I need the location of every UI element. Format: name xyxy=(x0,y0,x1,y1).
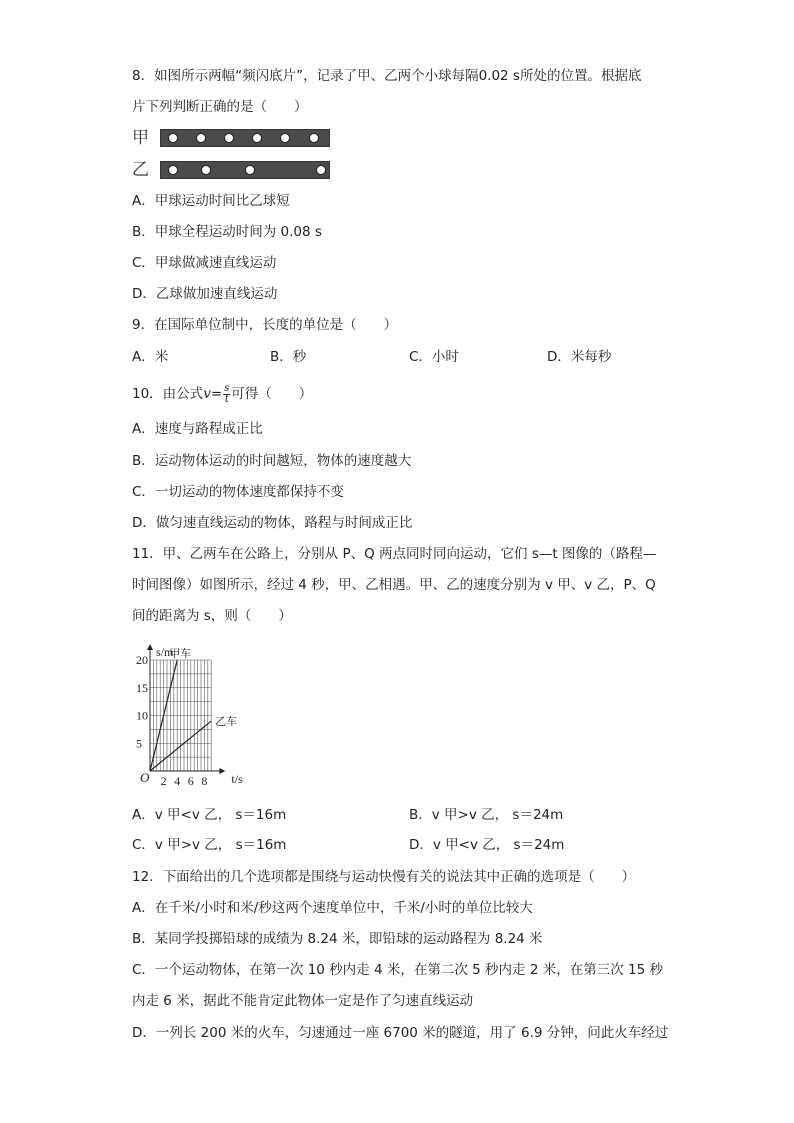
q8-stem-line1: 8．如图所示两幅“频闪底片”，记录了甲、乙两个小球每隔0.02 s所处的位置。根据底 xyxy=(132,68,642,84)
formula-numerator: s xyxy=(224,382,230,394)
q11-option-c: C．v 甲>v 乙， s＝16m xyxy=(132,837,287,853)
q8-option-a: A．甲球运动时间比乙球短 xyxy=(132,193,290,209)
q8-option-b: B．甲球全程运动时间为 0.08 s xyxy=(132,224,322,240)
formula-v: v xyxy=(203,386,211,402)
ball xyxy=(201,165,211,175)
x-tick-label: 2 xyxy=(160,774,167,788)
q12-option-a: A．在千米/小时和米/秒这两个速度单位中，千米/小时的单位比较大 xyxy=(132,900,533,916)
q11-option-a: A．v 甲<v 乙， s＝16m xyxy=(132,807,287,823)
ball xyxy=(280,133,290,143)
q10-stem xyxy=(132,382,312,406)
q8-stem-line2: 片下列判断正确的是（ ） xyxy=(132,99,308,115)
strip-label-jia: 甲 xyxy=(132,128,149,148)
q9-option-a: A．米 xyxy=(132,349,169,365)
ball xyxy=(168,165,178,175)
q8-option-c: C．甲球做减速直线运动 xyxy=(132,255,277,271)
q9-stem: 9．在国际单位制中，长度的单位是（ ） xyxy=(132,317,398,333)
q12-option-c-line1: C．一个运动物体，在第一次 10 秒内走 4 米，在第二次 5 秒内走 2 米，在第三次 15 秒 xyxy=(132,962,663,978)
y-tick-label: 5 xyxy=(136,736,142,751)
q11-option-d: D．v 甲<v 乙， s＝24m xyxy=(409,837,565,853)
x-axis-label: t/s xyxy=(231,772,243,786)
ball xyxy=(309,133,319,143)
formula-denominator: t xyxy=(224,393,229,405)
q10-option-b: B．运动物体运动的时间越短，物体的速度越大 xyxy=(132,453,412,469)
series-label-2: 乙车 xyxy=(215,715,238,729)
y-tick-label: 15 xyxy=(136,680,148,695)
strip-label-yi: 乙 xyxy=(132,160,149,180)
q12-option-c-line2: 内走 6 米，据此不能肯定此物体一定是作了匀速直线运动 xyxy=(132,993,474,1009)
q10-suffix: 可得（ ） xyxy=(231,386,313,402)
y-tick-label: 10 xyxy=(136,708,148,723)
q10-prefix: 10．由公式 xyxy=(132,386,204,402)
x-tick-label: 6 xyxy=(187,774,194,788)
q12-option-d: D．一列长 200 米的火车，匀速通过一座 6700 米的隧道，用了 6.9 分钟，问此火车经过 xyxy=(132,1025,669,1041)
x-tick-label: 4 xyxy=(174,774,181,788)
ball xyxy=(316,165,326,175)
q8-option-d: D．乙球做加速直线运动 xyxy=(132,286,278,302)
ball xyxy=(168,133,178,143)
series-label-1: 甲车 xyxy=(169,647,192,660)
y-axis-arrow xyxy=(147,644,153,650)
q11-option-b: B．v 甲>v 乙， s＝24m xyxy=(409,807,564,823)
film-strip-yi xyxy=(160,161,330,179)
q9-option-c: C．小时 xyxy=(409,349,459,365)
q12-stem: 12．下面给出的几个选项都是围绕与运动快慢有关的说法其中正确的选项是（ ） xyxy=(132,869,636,885)
ball xyxy=(245,165,255,175)
origin-label: O xyxy=(140,770,150,785)
q10-option-c: C．一切运动的物体速度都保持不变 xyxy=(132,484,344,500)
ball xyxy=(252,133,262,143)
ball xyxy=(196,133,206,143)
q10-option-a: A．速度与路程成正比 xyxy=(132,421,263,437)
formula-fraction xyxy=(223,384,230,405)
q11-stem-line3: 间的距离为 s，则（ ） xyxy=(132,608,292,624)
film-strip-jia xyxy=(160,129,330,147)
s-t-graph xyxy=(120,630,340,790)
q10-option-d: D．做匀速直线运动的物体，路程与时间成正比 xyxy=(132,515,413,531)
q9-option-d: D．米每秒 xyxy=(547,349,612,365)
formula-eq: = xyxy=(210,386,223,402)
x-tick-label: 8 xyxy=(201,774,208,788)
q12-option-b: B．某同学投掷铅球的成绩为 8.24 米，即铅球的运动路程为 8.24 米 xyxy=(132,931,543,947)
ball xyxy=(224,133,234,143)
q11-stem-line2: 时间图像）如图所示，经过 4 秒，甲、乙相遇。甲、乙的速度分别为 v 甲、v 乙，P、Q xyxy=(132,577,656,593)
y-axis-label: s/m xyxy=(156,645,174,660)
q11-stem-line1: 11．甲、乙两车在公路上，分别从 P、Q 两点同时同向运动，它们 s—t 图像的（路程— xyxy=(132,546,657,562)
x-axis-arrow xyxy=(219,768,225,774)
y-tick-label: 20 xyxy=(136,653,148,667)
q9-option-b: B．秒 xyxy=(270,349,307,365)
